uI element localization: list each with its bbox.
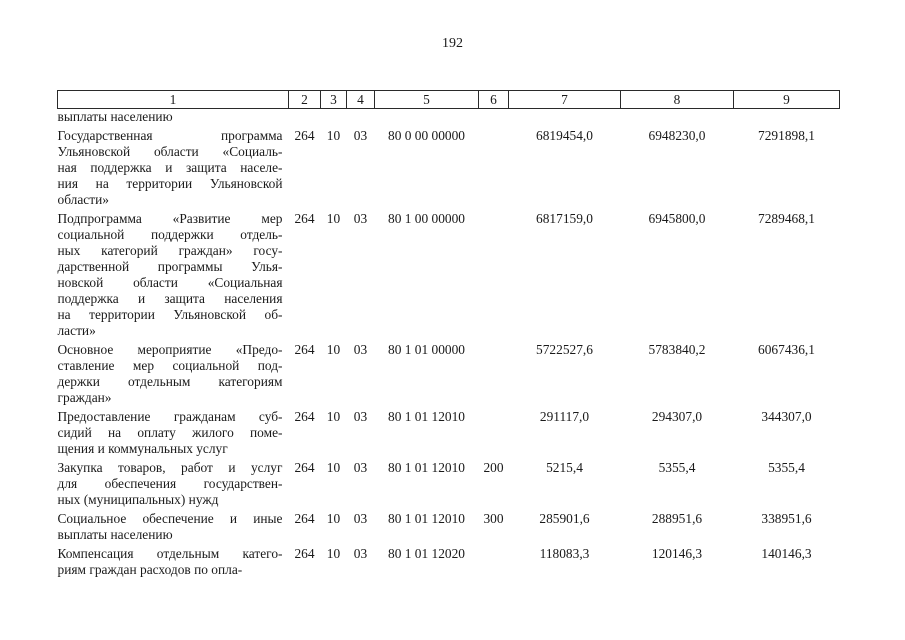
amount-col-8: 120146,3 xyxy=(651,546,703,561)
header-col-8: 8 xyxy=(621,91,734,109)
code-col-4: 03 xyxy=(353,511,368,526)
amount-col-9: 7291898,1 xyxy=(758,128,815,143)
table-row xyxy=(58,511,840,543)
code-col-2: 264 xyxy=(294,128,315,143)
description-line: ных (муниципальных) нужд xyxy=(57,492,219,507)
description-line: области» xyxy=(57,192,109,207)
amount-col-7: 118083,3 xyxy=(539,546,590,561)
code-col-4: 03 xyxy=(353,409,368,424)
code-col-2: 264 xyxy=(294,211,315,226)
amount-col-7: 6817159,0 xyxy=(536,211,593,226)
code-col-4: 03 xyxy=(353,342,368,357)
header-col-9: 9 xyxy=(734,91,840,109)
amount-col-8: 294307,0 xyxy=(651,409,703,424)
code-col-5: 80 1 01 00000 xyxy=(388,342,465,357)
amount-col-7: 5215,4 xyxy=(546,460,583,475)
description-line: выплаты населению xyxy=(57,109,173,124)
code-col-5: 80 1 00 00000 xyxy=(388,211,465,226)
code-col-2: 264 xyxy=(294,511,315,526)
table-row xyxy=(58,128,840,208)
amount-col-7: 5722527,6 xyxy=(536,342,593,357)
description-line: Предоставление гражданам суб- xyxy=(57,409,283,424)
description-line: дарственной программы Улья- xyxy=(57,259,283,274)
description-line: сидий на оплату жилого поме- xyxy=(57,425,283,440)
table-row xyxy=(58,211,840,339)
code-col-6 xyxy=(479,409,509,457)
budget-table xyxy=(57,90,840,578)
description-line: щения и коммунальных услуг xyxy=(57,441,228,456)
code-col-6 xyxy=(479,109,509,126)
description-line: риям граждан расходов по опла- xyxy=(57,562,243,577)
amount-col-9: 338951,6 xyxy=(761,511,812,526)
description-line: Ульяновской области «Социаль- xyxy=(57,144,283,159)
table-header xyxy=(58,91,840,109)
code-col-2: 264 xyxy=(294,460,315,475)
header-col-1: 1 xyxy=(58,91,289,109)
description-line: выплаты населению xyxy=(57,527,173,542)
description-line: ная поддержка и защита населе- xyxy=(57,160,283,175)
header-col-4: 4 xyxy=(347,91,375,109)
amount-col-9: 5355,4 xyxy=(768,460,805,475)
code-col-4: 03 xyxy=(353,128,368,143)
description-line: ласти» xyxy=(57,323,96,338)
table-row xyxy=(58,546,840,578)
code-col-5: 80 1 01 12020 xyxy=(388,546,465,561)
code-col-3 xyxy=(321,109,347,126)
header-col-3: 3 xyxy=(321,91,347,109)
code-col-4: 03 xyxy=(353,460,368,475)
header-col-2: 2 xyxy=(289,91,321,109)
code-col-4: 03 xyxy=(353,546,368,561)
code-col-5 xyxy=(375,109,479,126)
table-row xyxy=(58,409,840,457)
row-description xyxy=(58,409,289,457)
description-line: ных категорий граждан» госу- xyxy=(57,243,283,258)
code-col-6 xyxy=(479,211,509,339)
header-row xyxy=(58,91,840,109)
code-col-2: 264 xyxy=(294,546,315,561)
description-line: Социальное обеспечение и иные xyxy=(57,511,283,526)
code-col-5: 80 1 01 12010 xyxy=(388,409,465,424)
code-col-4: 03 xyxy=(353,211,368,226)
description-line: держки отдельным категориям xyxy=(57,374,283,389)
code-col-3: 10 xyxy=(326,546,341,561)
code-col-3: 10 xyxy=(326,511,341,526)
description-line: для обеспечения государствен- xyxy=(57,476,283,491)
amount-col-8: 6948230,0 xyxy=(648,128,706,143)
description-line: Подпрограмма «Развитие мер xyxy=(57,211,283,226)
row-description xyxy=(58,109,289,126)
description-line: граждан» xyxy=(57,390,112,405)
amount-col-9: 6067436,1 xyxy=(758,342,815,357)
header-col-7: 7 xyxy=(509,91,621,109)
amount-col-8: 288951,6 xyxy=(651,511,703,526)
code-col-6: 300 xyxy=(483,511,504,526)
code-col-6 xyxy=(479,342,509,406)
amount-col-7: 291117,0 xyxy=(539,409,590,424)
amount-col-9: 7289468,1 xyxy=(758,211,815,226)
description-line: новской области «Социальная xyxy=(57,275,283,290)
code-col-6 xyxy=(479,546,509,578)
code-col-5: 80 1 01 12010 xyxy=(388,511,465,526)
code-col-3: 10 xyxy=(326,409,341,424)
header-col-6: 6 xyxy=(479,91,509,109)
table-body xyxy=(58,109,840,579)
code-col-5: 80 1 01 12010 xyxy=(388,460,465,475)
page-number: 192 xyxy=(442,36,463,51)
amount-col-7: 285901,6 xyxy=(539,511,590,526)
code-col-6 xyxy=(479,128,509,208)
description-line: Закупка товаров, работ и услуг xyxy=(57,460,283,475)
row-description xyxy=(58,211,289,339)
amount-col-8 xyxy=(621,109,734,126)
code-col-6: 200 xyxy=(483,460,504,475)
code-col-3: 10 xyxy=(326,460,341,475)
table-row xyxy=(58,460,840,508)
row-description xyxy=(58,342,289,406)
description-line: социальной поддержки отдель- xyxy=(57,227,283,242)
code-col-5: 80 0 00 00000 xyxy=(388,128,465,143)
code-col-2: 264 xyxy=(294,342,315,357)
code-col-2: 264 xyxy=(294,409,315,424)
amount-col-9 xyxy=(734,109,840,126)
table-row xyxy=(58,109,840,126)
code-col-2 xyxy=(289,109,321,126)
amount-col-9: 344307,0 xyxy=(761,409,812,424)
table-row xyxy=(58,342,840,406)
code-col-3: 10 xyxy=(326,342,341,357)
description-line: ния на территории Ульяновской xyxy=(57,176,283,191)
row-description xyxy=(58,511,289,543)
code-col-3: 10 xyxy=(326,128,341,143)
code-col-4 xyxy=(347,109,375,126)
amount-col-7 xyxy=(509,109,621,126)
row-description xyxy=(58,128,289,208)
amount-col-8: 6945800,0 xyxy=(648,211,706,226)
header-col-5: 5 xyxy=(375,91,479,109)
amount-col-9: 140146,3 xyxy=(761,546,812,561)
description-line: ставление мер социальной под- xyxy=(57,358,283,373)
description-line: Основное мероприятие «Предо- xyxy=(57,342,283,357)
row-description xyxy=(58,460,289,508)
code-col-3: 10 xyxy=(326,211,341,226)
amount-col-7: 6819454,0 xyxy=(536,128,593,143)
description-line: на территории Ульяновской об- xyxy=(57,307,283,322)
amount-col-8: 5355,4 xyxy=(658,460,696,475)
description-line: Государственная программа xyxy=(57,128,283,143)
description-line: поддержка и защита населения xyxy=(57,291,283,306)
amount-col-8: 5783840,2 xyxy=(648,342,706,357)
description-line: Компенсация отдельным катего- xyxy=(57,546,283,561)
row-description xyxy=(58,546,289,578)
